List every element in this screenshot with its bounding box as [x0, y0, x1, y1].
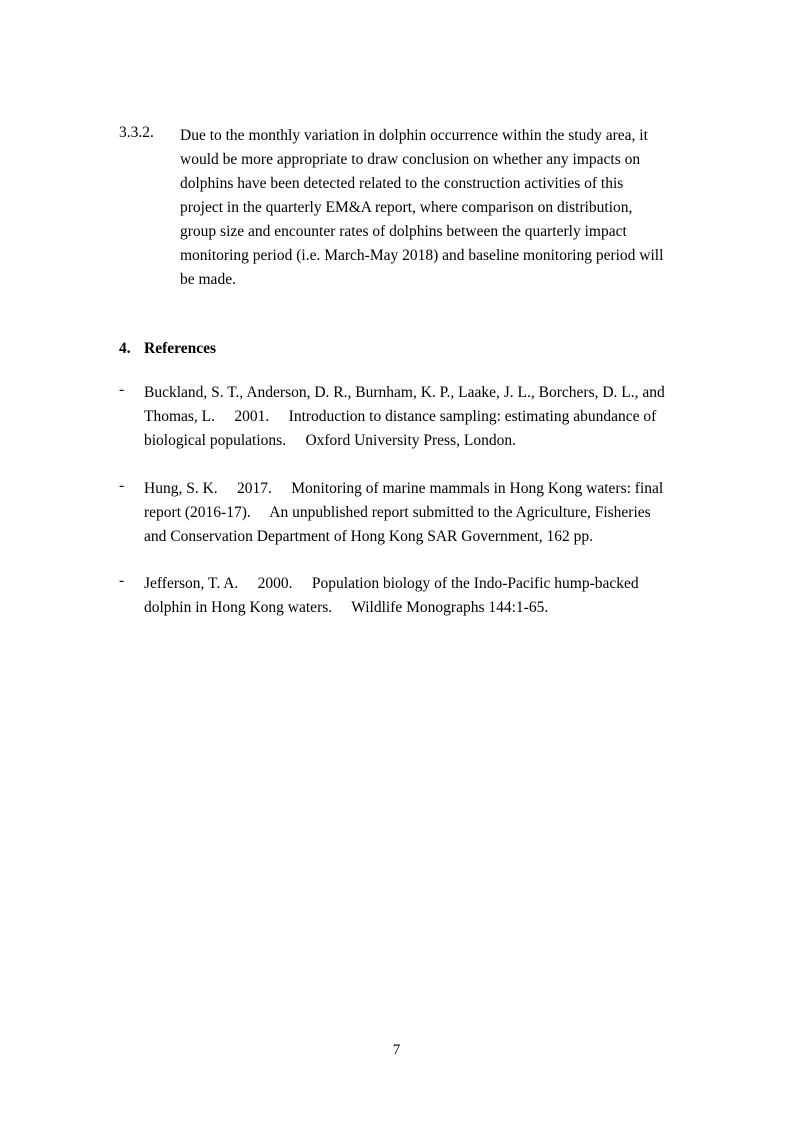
reference-bullet: -	[119, 381, 125, 398]
paragraph-line: project in the quarterly EM&A report, where comparison on distribution,	[180, 199, 633, 216]
reference-line: Thomas, L. 2001. Introduction to distance sampling: estimating abundance of	[144, 408, 657, 425]
reference-line: dolphin in Hong Kong waters. Wildlife Monographs 144:1-65.	[144, 599, 549, 616]
reference-line: biological populations. Oxford University Press, London.	[144, 432, 516, 449]
reference-text	[144, 381, 699, 453]
paragraph-number: 3.3.2.	[119, 124, 154, 141]
reference-line: Hung, S. K. 2017. Monitoring of marine mammals in Hong Kong waters: final	[144, 480, 664, 497]
reference-text	[144, 477, 699, 549]
reference-bullet: -	[119, 477, 125, 494]
section-heading-references	[119, 337, 216, 361]
reference-bullet: -	[119, 572, 125, 589]
paragraph-line: group size and encounter rates of dolphins between the quarterly impact	[180, 223, 627, 240]
reference-line: and Conservation Department of Hong Kong SAR Government, 162 pp.	[144, 528, 594, 545]
reference-line: Buckland, S. T., Anderson, D. R., Burnham, K. P., Laake, J. L., Borchers, D. L., and	[144, 384, 665, 401]
reference-line: Jefferson, T. A. 2000. Population biology of the Indo-Pacific hump-backed	[144, 575, 639, 592]
paragraph-line: Due to the monthly variation in dolphin occurrence within the study area, it	[180, 127, 648, 144]
paragraph-line: monitoring period (i.e. March-May 2018) and baseline monitoring period will	[180, 247, 664, 264]
section-number: 4.	[119, 340, 131, 357]
paragraph-line: dolphins have been detected related to the construction activities of this	[180, 175, 624, 192]
section-title: References	[144, 340, 217, 357]
paragraph-line: be made.	[180, 271, 236, 288]
reference-text	[144, 572, 699, 620]
page-number: 7	[392, 1042, 401, 1058]
reference-line: report (2016-17). An unpublished report submitted to the Agriculture, Fisheries	[144, 504, 651, 521]
paragraph-line: would be more appropriate to draw conclusion on whether any impacts on	[180, 151, 641, 168]
paragraph-body	[180, 124, 690, 292]
